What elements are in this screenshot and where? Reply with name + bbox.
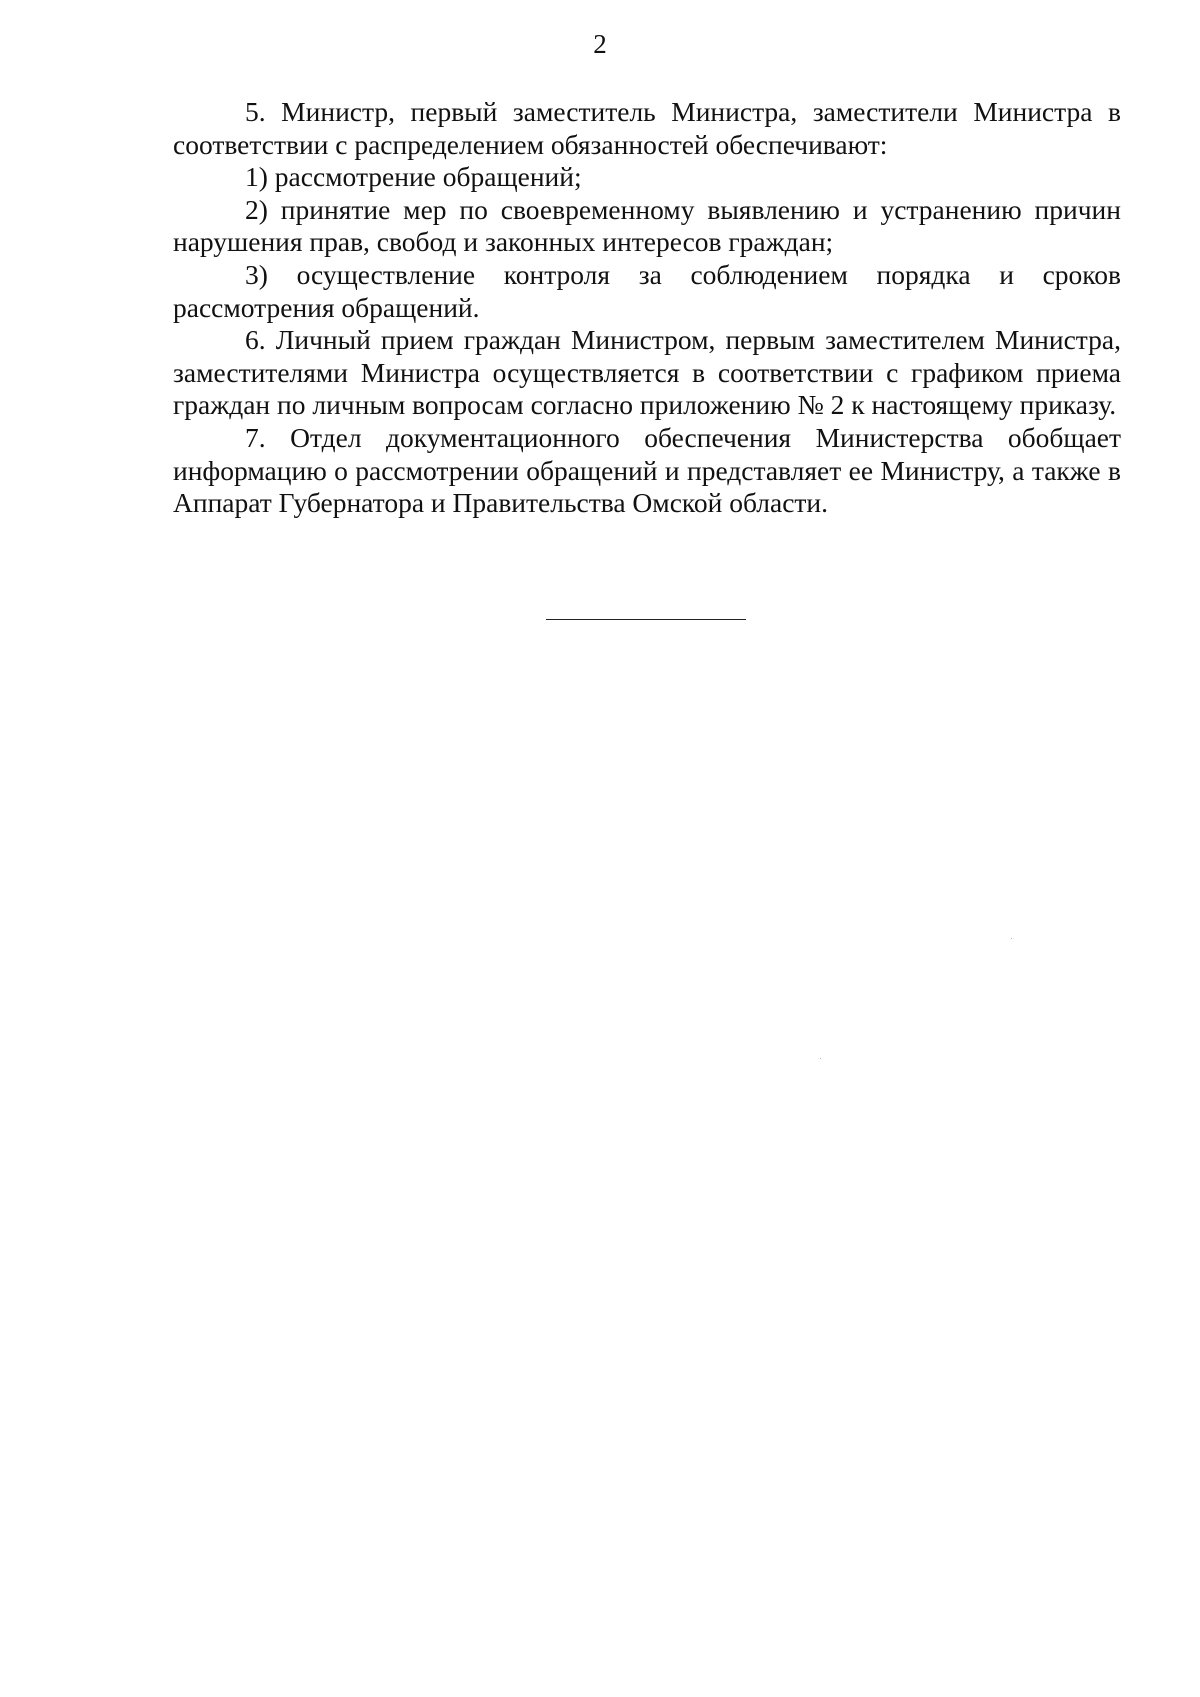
paragraph-subitem-3: 3) осуществление контроля за соблюдением порядка и сроков рассмотрения обращений. bbox=[173, 258, 1121, 323]
page-number: 2 bbox=[593, 29, 607, 59]
scan-speck bbox=[1011, 938, 1012, 939]
document-body bbox=[173, 96, 1121, 520]
paragraph-item-6: 6. Личный прием граждан Министром, первым заместителем Министра, заместителями Министра осуществляется в соответствии с графиком приема граждан по личным вопросам согласно приложению № 2 к настоящему приказу. bbox=[173, 324, 1121, 421]
paragraph-subitem-1: 1) рассмотрение обращений; bbox=[245, 161, 582, 193]
scan-speck bbox=[820, 1058, 821, 1059]
end-divider-line bbox=[546, 619, 746, 620]
paragraph-subitem-2: 2) принятие мер по своевременному выявлению и устранению причин нарушения прав, свобод и законных интересов граждан; bbox=[173, 193, 1121, 258]
paragraph-item-7: 7. Отдел документационного обеспечения Министерства обобщает информацию о рассмотрении обращений и представляет ее Министру, а также в Аппарат Губернатора и Правительства Омской области. bbox=[173, 421, 1121, 519]
paragraph-item-5: 5. Министр, первый заместитель Министра, заместители Министра в соответствии с распределением обязанностей обеспечивают: bbox=[173, 96, 1121, 160]
